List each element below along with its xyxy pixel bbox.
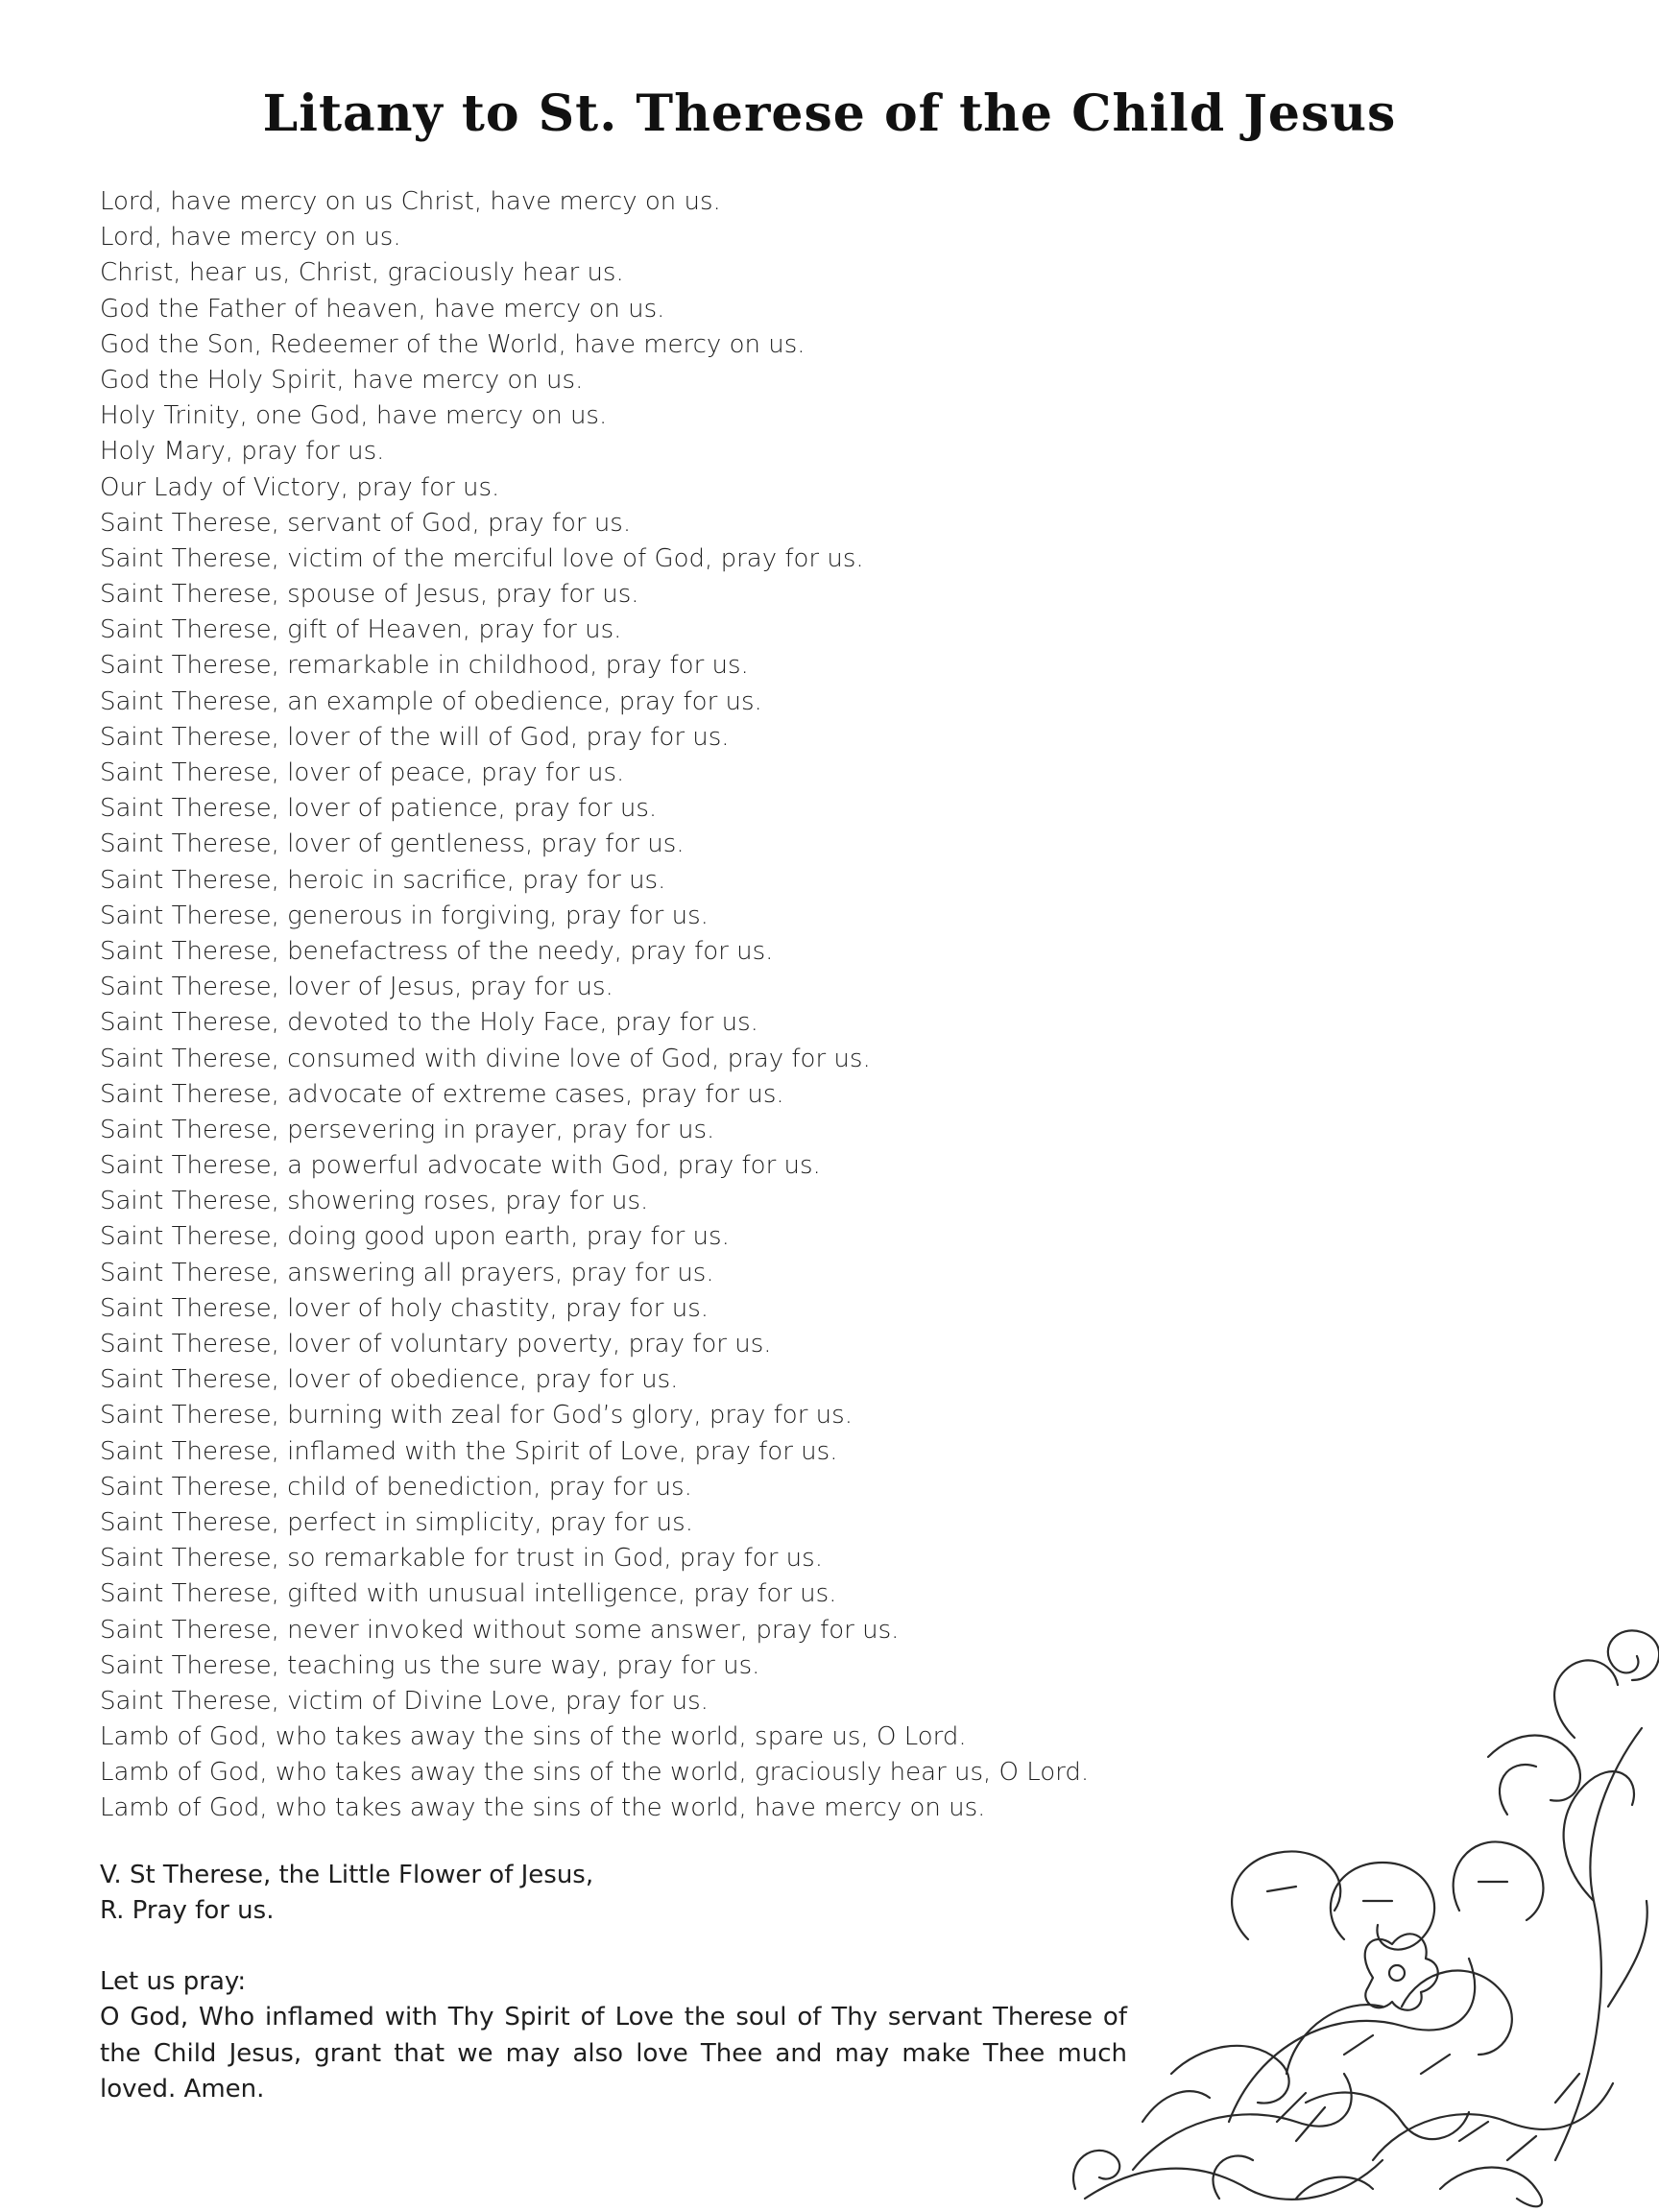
versicle-response-block bbox=[100, 1858, 1060, 1929]
litany-line: Saint Therese, gift of Heaven, pray for us. bbox=[100, 615, 622, 645]
litany-line: Saint Therese, an example of obedience, pray for us. bbox=[100, 686, 762, 716]
litany-line: Saint Therese, heroic in sacrifice, pray for us. bbox=[100, 865, 666, 895]
litany-line: Holy Trinity, one God, have mercy on us. bbox=[100, 401, 608, 431]
litany-line: Saint Therese, perfect in simplicity, pray for us. bbox=[100, 1507, 693, 1537]
litany-line: Saint Therese, victim of Divine Love, pray for us. bbox=[100, 1686, 709, 1716]
litany-line: Saint Therese, generous in forgiving, pray for us. bbox=[100, 901, 709, 930]
litany-line: Our Lady of Victory, pray for us. bbox=[100, 472, 500, 502]
litany-line: Lord, have mercy on us Christ, have mercy on us. bbox=[100, 187, 721, 216]
litany-line: Lord, have mercy on us. bbox=[100, 223, 401, 252]
litany-line: Saint Therese, lover of peace, pray for us. bbox=[100, 758, 625, 787]
litany-line: Saint Therese, consumed with divine love of God, pray for us. bbox=[100, 1044, 871, 1073]
closing-prayer bbox=[100, 1964, 1127, 2108]
litany-line: Lamb of God, who takes away the sins of the world, spare us, O Lord. bbox=[100, 1722, 967, 1752]
litany-line: Saint Therese, lover of voluntary poverty, pray for us. bbox=[100, 1330, 772, 1358]
litany-line: God the Son, Redeemer of the World, have mercy on us. bbox=[100, 329, 805, 359]
litany-line: Saint Therese, lover of the will of God, pray for us. bbox=[100, 722, 730, 752]
litany-line: Saint Therese, benefactress of the needy, pray for us. bbox=[100, 936, 774, 966]
litany-line: Saint Therese, a powerful advocate with God, pray for us. bbox=[100, 1151, 821, 1181]
litany-line: Saint Therese, remarkable in childhood, pray for us. bbox=[100, 651, 749, 681]
page-title: Litany to St. Therese of the Child Jesus bbox=[262, 84, 1397, 143]
litany-line: Saint Therese, persevering in prayer, pray for us. bbox=[100, 1115, 715, 1144]
litany-line: Saint Therese, never invoked without some answer, pray for us. bbox=[100, 1615, 900, 1645]
prayer-intro: Let us pray: bbox=[100, 1967, 247, 1996]
response-line: R. Pray for us. bbox=[100, 1896, 275, 1926]
litany-line: Saint Therese, lover of patience, pray for us. bbox=[100, 794, 658, 824]
litany-line: Saint Therese, inflamed with the Spirit of Love, pray for us. bbox=[100, 1436, 838, 1466]
litany-line: God the Holy Spirit, have mercy on us. bbox=[100, 365, 584, 395]
litany-line: Saint Therese, answering all prayers, pray for us. bbox=[100, 1258, 714, 1287]
litany-line: Saint Therese, teaching us the sure way, pray for us. bbox=[100, 1650, 760, 1680]
litany-line: Saint Therese, devoted to the Holy Face, pray for us. bbox=[100, 1008, 758, 1038]
litany-line: God the Father of heaven, have mercy on us. bbox=[100, 294, 665, 324]
litany-line: Saint Therese, victim of the merciful love of God, pray for us. bbox=[100, 543, 864, 573]
litany-line: Saint Therese, lover of gentleness, pray for us. bbox=[100, 830, 685, 859]
litany-line: Saint Therese, gifted with unusual intelligence, pray for us. bbox=[100, 1579, 837, 1609]
versicle-line: V. St Therese, the Little Flower of Jesus, bbox=[100, 1861, 594, 1889]
litany-line: Saint Therese, spouse of Jesus, pray for us. bbox=[100, 580, 639, 610]
litany-line: Saint Therese, servant of God, pray for us. bbox=[100, 508, 632, 538]
litany-line: Saint Therese, lover of holy chastity, pray for us. bbox=[100, 1293, 709, 1323]
litany-line: Saint Therese, burning with zeal for God’s glory, pray for us. bbox=[100, 1401, 853, 1431]
prayer-body: O God, Who inflamed with Thy Spirit of Love the soul of Thy servant Therese of the Child Jesus, grant that we may also love Thee and may make Thee much loved. Amen. bbox=[100, 2003, 1127, 2104]
litany-line: Christ, hear us, Christ, graciously hear us. bbox=[100, 258, 624, 288]
litany-line: Saint Therese, child of benediction, pray for us. bbox=[100, 1472, 692, 1502]
floral-corner-ornament bbox=[1056, 1623, 1659, 2212]
litany-line: Lamb of God, who takes away the sins of the world, have mercy on us. bbox=[100, 1793, 986, 1823]
litany-line: Saint Therese, advocate of extreme cases, pray for us. bbox=[100, 1079, 784, 1109]
litany-line: Saint Therese, showering roses, pray for us. bbox=[100, 1187, 649, 1216]
litany-line: Lamb of God, who takes away the sins of the world, graciously hear us, O Lord. bbox=[100, 1758, 1090, 1788]
litany-line: Saint Therese, lover of Jesus, pray for us. bbox=[100, 973, 613, 1002]
litany-list bbox=[100, 184, 1156, 1827]
litany-line: Saint Therese, so remarkable for trust in God, pray for us. bbox=[100, 1544, 823, 1574]
litany-line: Saint Therese, lover of obedience, pray for us. bbox=[100, 1365, 679, 1395]
litany-line: Holy Mary, pray for us. bbox=[100, 437, 385, 467]
litany-line: Saint Therese, doing good upon earth, pray for us. bbox=[100, 1222, 730, 1252]
